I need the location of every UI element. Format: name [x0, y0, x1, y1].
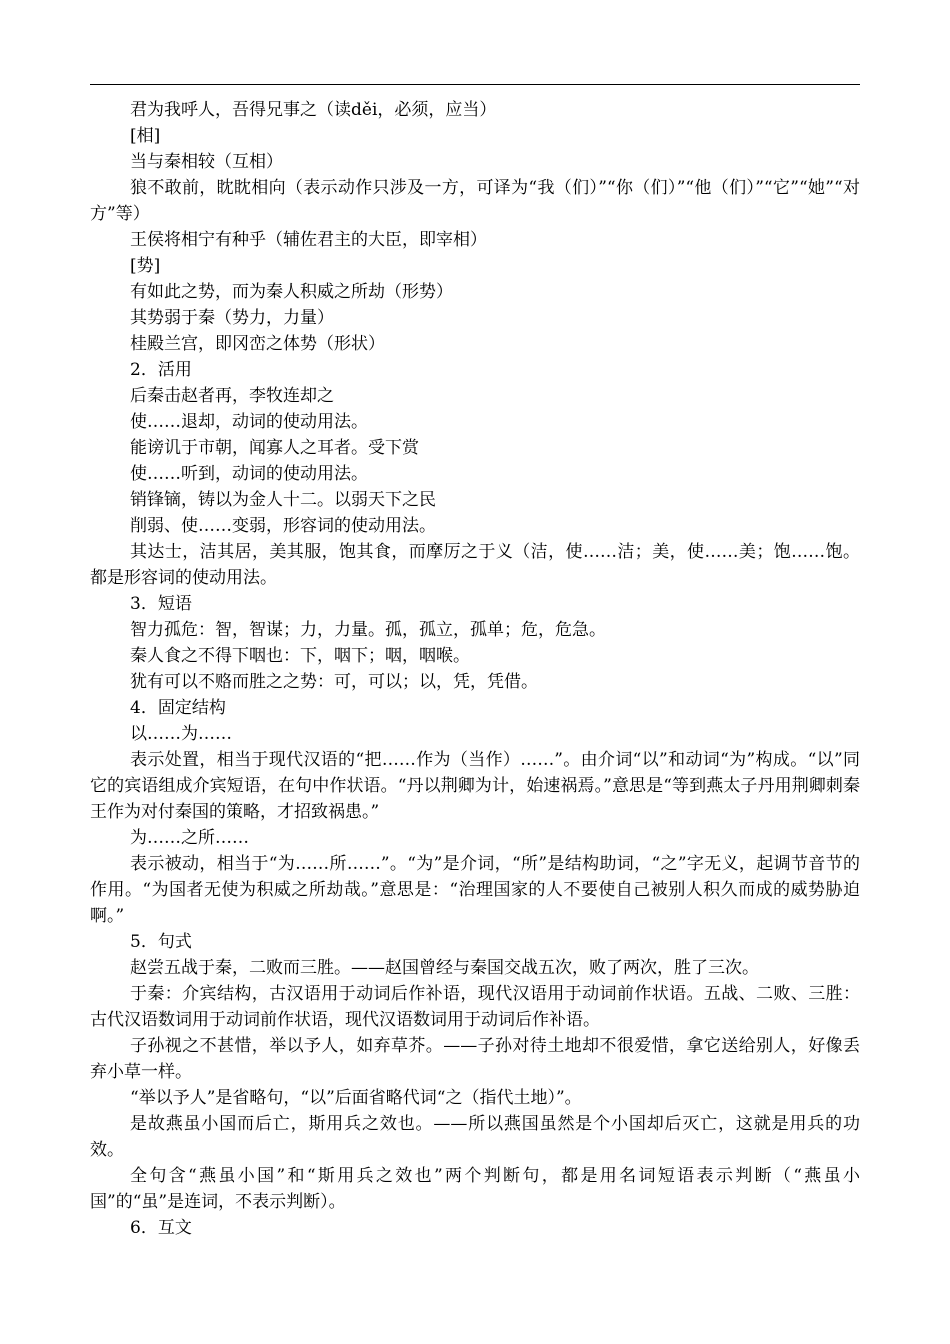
section-heading: 3．短语: [130, 594, 192, 614]
paragraph: 为……之所……: [130, 828, 249, 848]
paragraph: 于秦：介宾结构，古汉语用于动词后作补语，现代汉语用于动词前作状语。五战、二败、三胜：古代汉语数词用于动词前作状语，现代汉语数词用于动词后作补语。: [90, 984, 860, 1030]
section-heading: [势]: [130, 256, 161, 276]
paragraph: 犹有可以不赂而胜之之势：可，可以；以，凭，凭借。: [130, 672, 538, 692]
paragraph: 赵尝五战于秦，二败而三胜。——赵国曾经与秦国交战五次，败了两次，胜了三次。: [130, 958, 759, 978]
paragraph: 销锋镝，铸以为金人十二。以弱天下之民: [130, 490, 436, 510]
paragraph: 君为我呼人，吾得兄事之（读děi，必须，应当）: [130, 100, 497, 120]
paragraph: 桂殿兰宫，即冈峦之体势（形状）: [130, 334, 385, 354]
paragraph: 有如此之势，而为秦人积威之所劫（形势）: [130, 282, 453, 302]
paragraph: 智力孤危：智，智谋；力，力量。孤，孤立，孤单；危，危急。: [130, 620, 606, 640]
paragraph: 其势弱于秦（势力，力量）: [130, 308, 334, 328]
paragraph: 表示处置，相当于现代汉语的“把……作为（当作）……”。由介词“以”和动词“为”构成。“以”同它的宾语组成介宾短语，在句中作状语。“丹以荆卿为计，始速祸焉。”意思是“等到燕太子丹用荆卿刺秦王作为对付秦国的策略，才招致祸患。”: [90, 750, 860, 822]
paragraph: 使……听到，动词的使动用法。: [130, 464, 368, 484]
paragraph: 秦人食之不得下咽也：下，咽下；咽，咽喉。: [130, 646, 470, 666]
paragraph: 能谤讥于市朝，闻寡人之耳者。受下赏: [130, 438, 419, 458]
paragraph: 其达士，洁其居，美其服，饱其食，而摩厉之于义（洁，使……洁；美，使……美；饱……饱。都是形容词的使动用法。: [90, 542, 860, 588]
document-body: [90, 97, 860, 1241]
paragraph: 王侯将相宁有种乎（辅佐君主的大臣，即宰相）: [130, 230, 487, 250]
section-heading: 6．互文: [130, 1218, 192, 1238]
header-rule: [90, 84, 860, 85]
section-heading: [相]: [130, 126, 161, 146]
paragraph: 是故燕虽小国而后亡，斯用兵之效也。——所以燕国虽然是个小国却后灭亡，这就是用兵的功效。: [90, 1114, 860, 1160]
paragraph: 以……为……: [130, 724, 232, 744]
section-heading: 2．活用: [130, 360, 192, 380]
paragraph: 当与秦相较（互相）: [130, 152, 283, 172]
section-heading: 4．固定结构: [130, 698, 226, 718]
paragraph: 表示被动，相当于“为……所……”。“为”是介词，“所”是结构助词，“之”字无义，起调节音节的作用。“为国者无使为积威之所劫哉。”意思是：“治理国家的人不要使自己被别人积久而成的威势胁迫啊。”: [90, 854, 860, 926]
paragraph: 后秦击赵者再，李牧连却之: [130, 386, 334, 406]
paragraph: “举以予人”是省略句，“以”后面省略代词“之（指代土地）”。: [130, 1088, 582, 1108]
paragraph: 削弱、使……变弱，形容词的使动用法。: [130, 516, 436, 536]
paragraph: 使……退却，动词的使动用法。: [130, 412, 368, 432]
paragraph: 子孙视之不甚惜，举以予人，如弃草芥。——子孙对待土地却不很爱惜，拿它送给别人，好像丢弃小草一样。: [90, 1036, 860, 1082]
section-heading: 5．句式: [130, 932, 192, 952]
paragraph: 狼不敢前，眈眈相向（表示动作只涉及一方，可译为“我（们）”“你（们）”“他（们）”“它”“她”“对方”等）: [90, 178, 860, 224]
paragraph: 全句含“燕虽小国”和“斯用兵之效也”两个判断句，都是用名词短语表示判断（“燕虽小国”的“虽”是连词，不表示判断）。: [90, 1166, 860, 1212]
